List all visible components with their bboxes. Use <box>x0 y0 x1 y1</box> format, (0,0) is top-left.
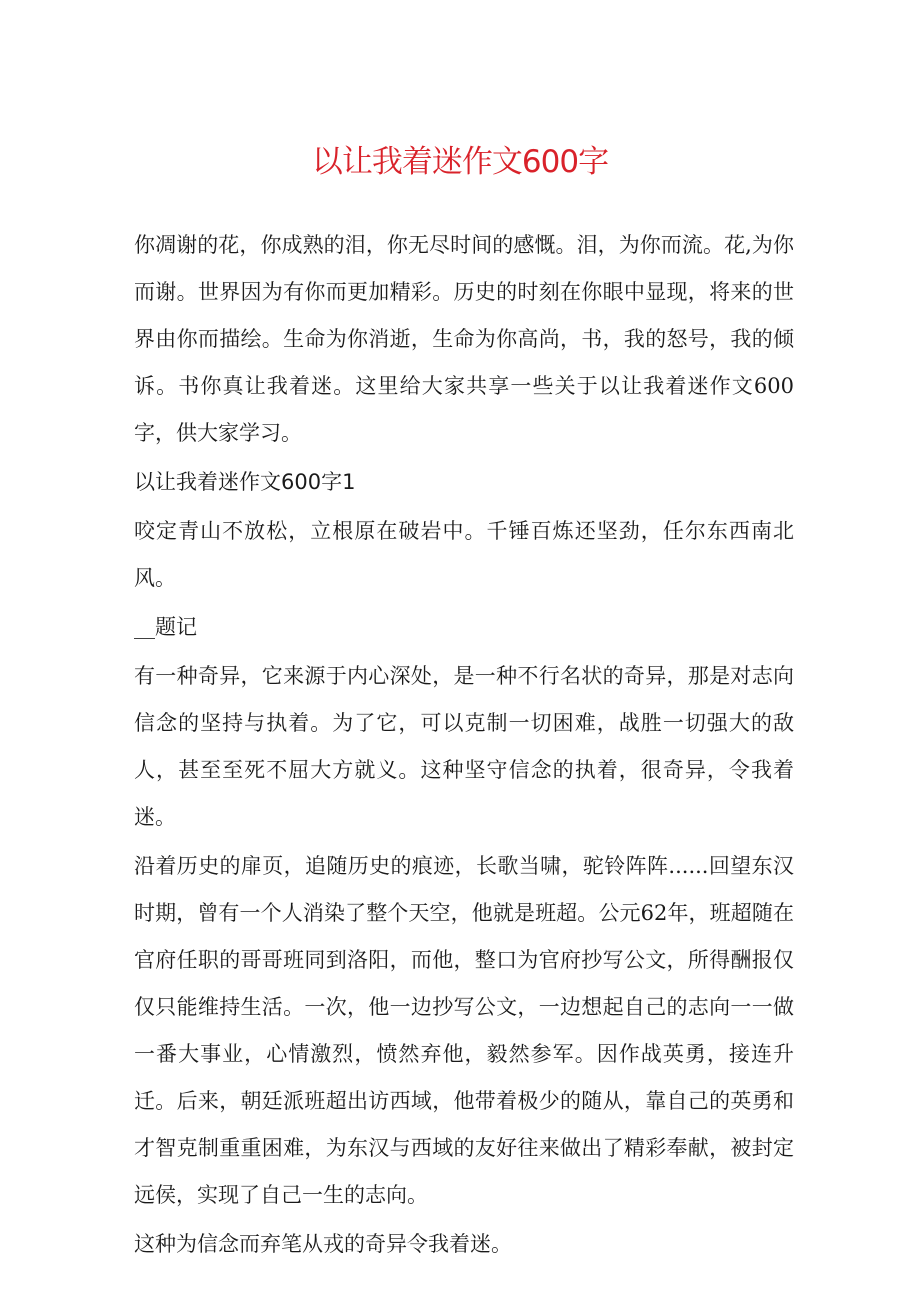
body-paragraph: 这种为信念而弃笔从戎的奇异令我着迷。 <box>134 1232 512 1256</box>
epigraph-attribution: __题记 <box>134 615 197 639</box>
body-paragraph: 沿着历史的扉页，追随历史的痕迹，长歌当啸，驼铃阵阵......回望东汉时期，曾有一个人消染了整个天空，他就是班超。公元62年，班超随在官府任职的哥哥班同到洛阳，而他，整口为官府抄写公文，所得酬报仅仅只能维持生活。一次，他一边抄写公文，一边想起自己的志向一一做一番大事业，心情激烈，愤然弃他，毅然参军。因作战英勇，接连升迁。后来，朝廷派班超出访西域，他带着极少的随从，靠自己的英勇和才智克制重重困难，为东汉与西域的友好往来做出了精彩奉献，被封定远侯，实现了自己一生的志向。 <box>134 854 794 1207</box>
section-heading: 以让我着迷作文600字1 <box>134 470 356 494</box>
document-title: 以让我着迷作文600字 <box>311 144 609 180</box>
document-body <box>134 222 794 1270</box>
body-paragraph: 有一种奇异，它来源于内心深处，是一种不行名状的奇异，那是对志向信念的坚持与执着。为了它，可以克制一切困难，战胜一切强大的敌人，甚至至死不屈大方就义。这种坚守信念的执着，很奇异，令我着迷。 <box>134 664 794 829</box>
intro-paragraph: 你凋谢的花，你成熟的泪，你无尽时间的感慨。泪，为你而流。花,为你而谢。世界因为有你而更加精彩。历史的时刻在你眼中显现，将来的世界由你而描绘。生命为你消逝，生命为你高尚，书，我的怒号，我的倾诉。书你真让我着迷。这里给大家共享一些关于以让我着迷作文600字，供大家学习。 <box>134 233 794 445</box>
epigraph-poem: 咬定青山不放松，立根原在破岩中。千锤百炼还坚劲，任尔东西南北风。 <box>134 519 794 590</box>
